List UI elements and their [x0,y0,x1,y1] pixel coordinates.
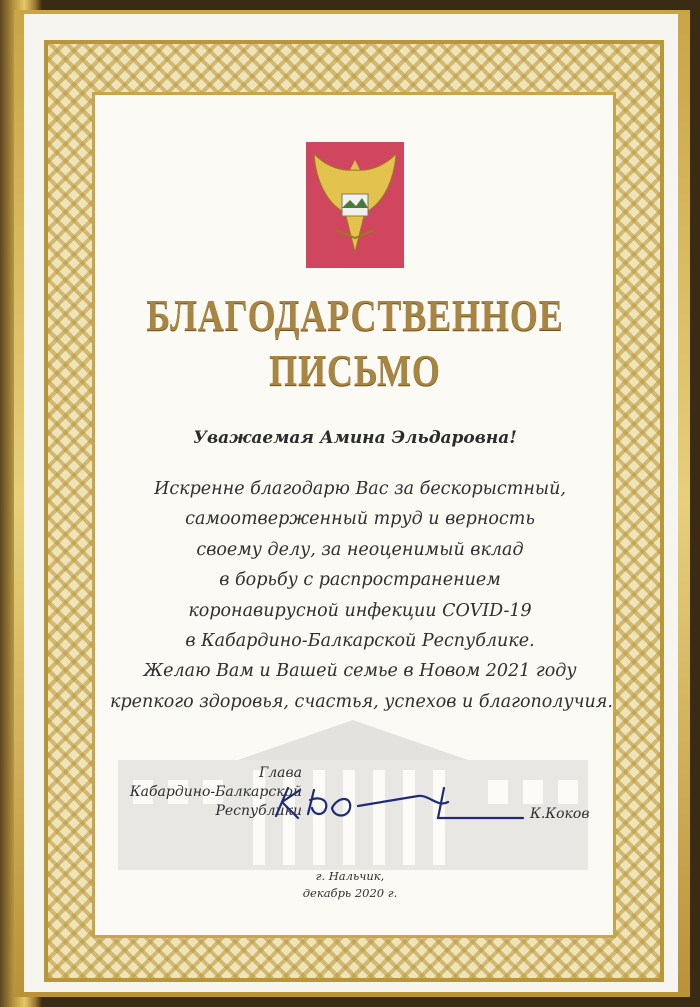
place-and-date [260,868,440,902]
letter-title-line1: БЛАГОДАРСТВЕННОЕ [146,291,564,340]
date: декабрь 2020 г. [302,886,398,900]
body-line: Желаю Вам и Вашей семье в Новом 2021 году [143,661,577,682]
body-line: самоотверженный труд и верность [185,509,535,530]
body-line: в борьбу с распространением [219,570,501,591]
body-line: коронавирусной инфекции COVID-19 [188,600,532,621]
coat-of-arms-emblem [306,142,404,268]
letter-title-line2: ПИСЬМО [269,346,441,395]
signatory-position-line: Глава [258,765,302,781]
place: г. Нальчик, [315,869,385,883]
body-line: своему делу, за неоценимый вклад [196,539,524,560]
signatory-name: К.Коков [530,806,590,822]
body-line: Искренне благодарю Вас за бескорыстный, [154,479,566,499]
handwritten-signature [268,778,528,828]
signatory-position-line: Республики [215,803,302,819]
greeting: Уважаемая Амина Эльдаровна! [193,428,517,448]
signatory-position-line: Кабардино-Балкарской [129,784,302,800]
body-line: в Кабардино-Балкарской Республике. [185,631,535,652]
letter-body [110,474,613,717]
body-line: крепкого здоровья, счастья, успехов и благополучия. [110,691,613,712]
